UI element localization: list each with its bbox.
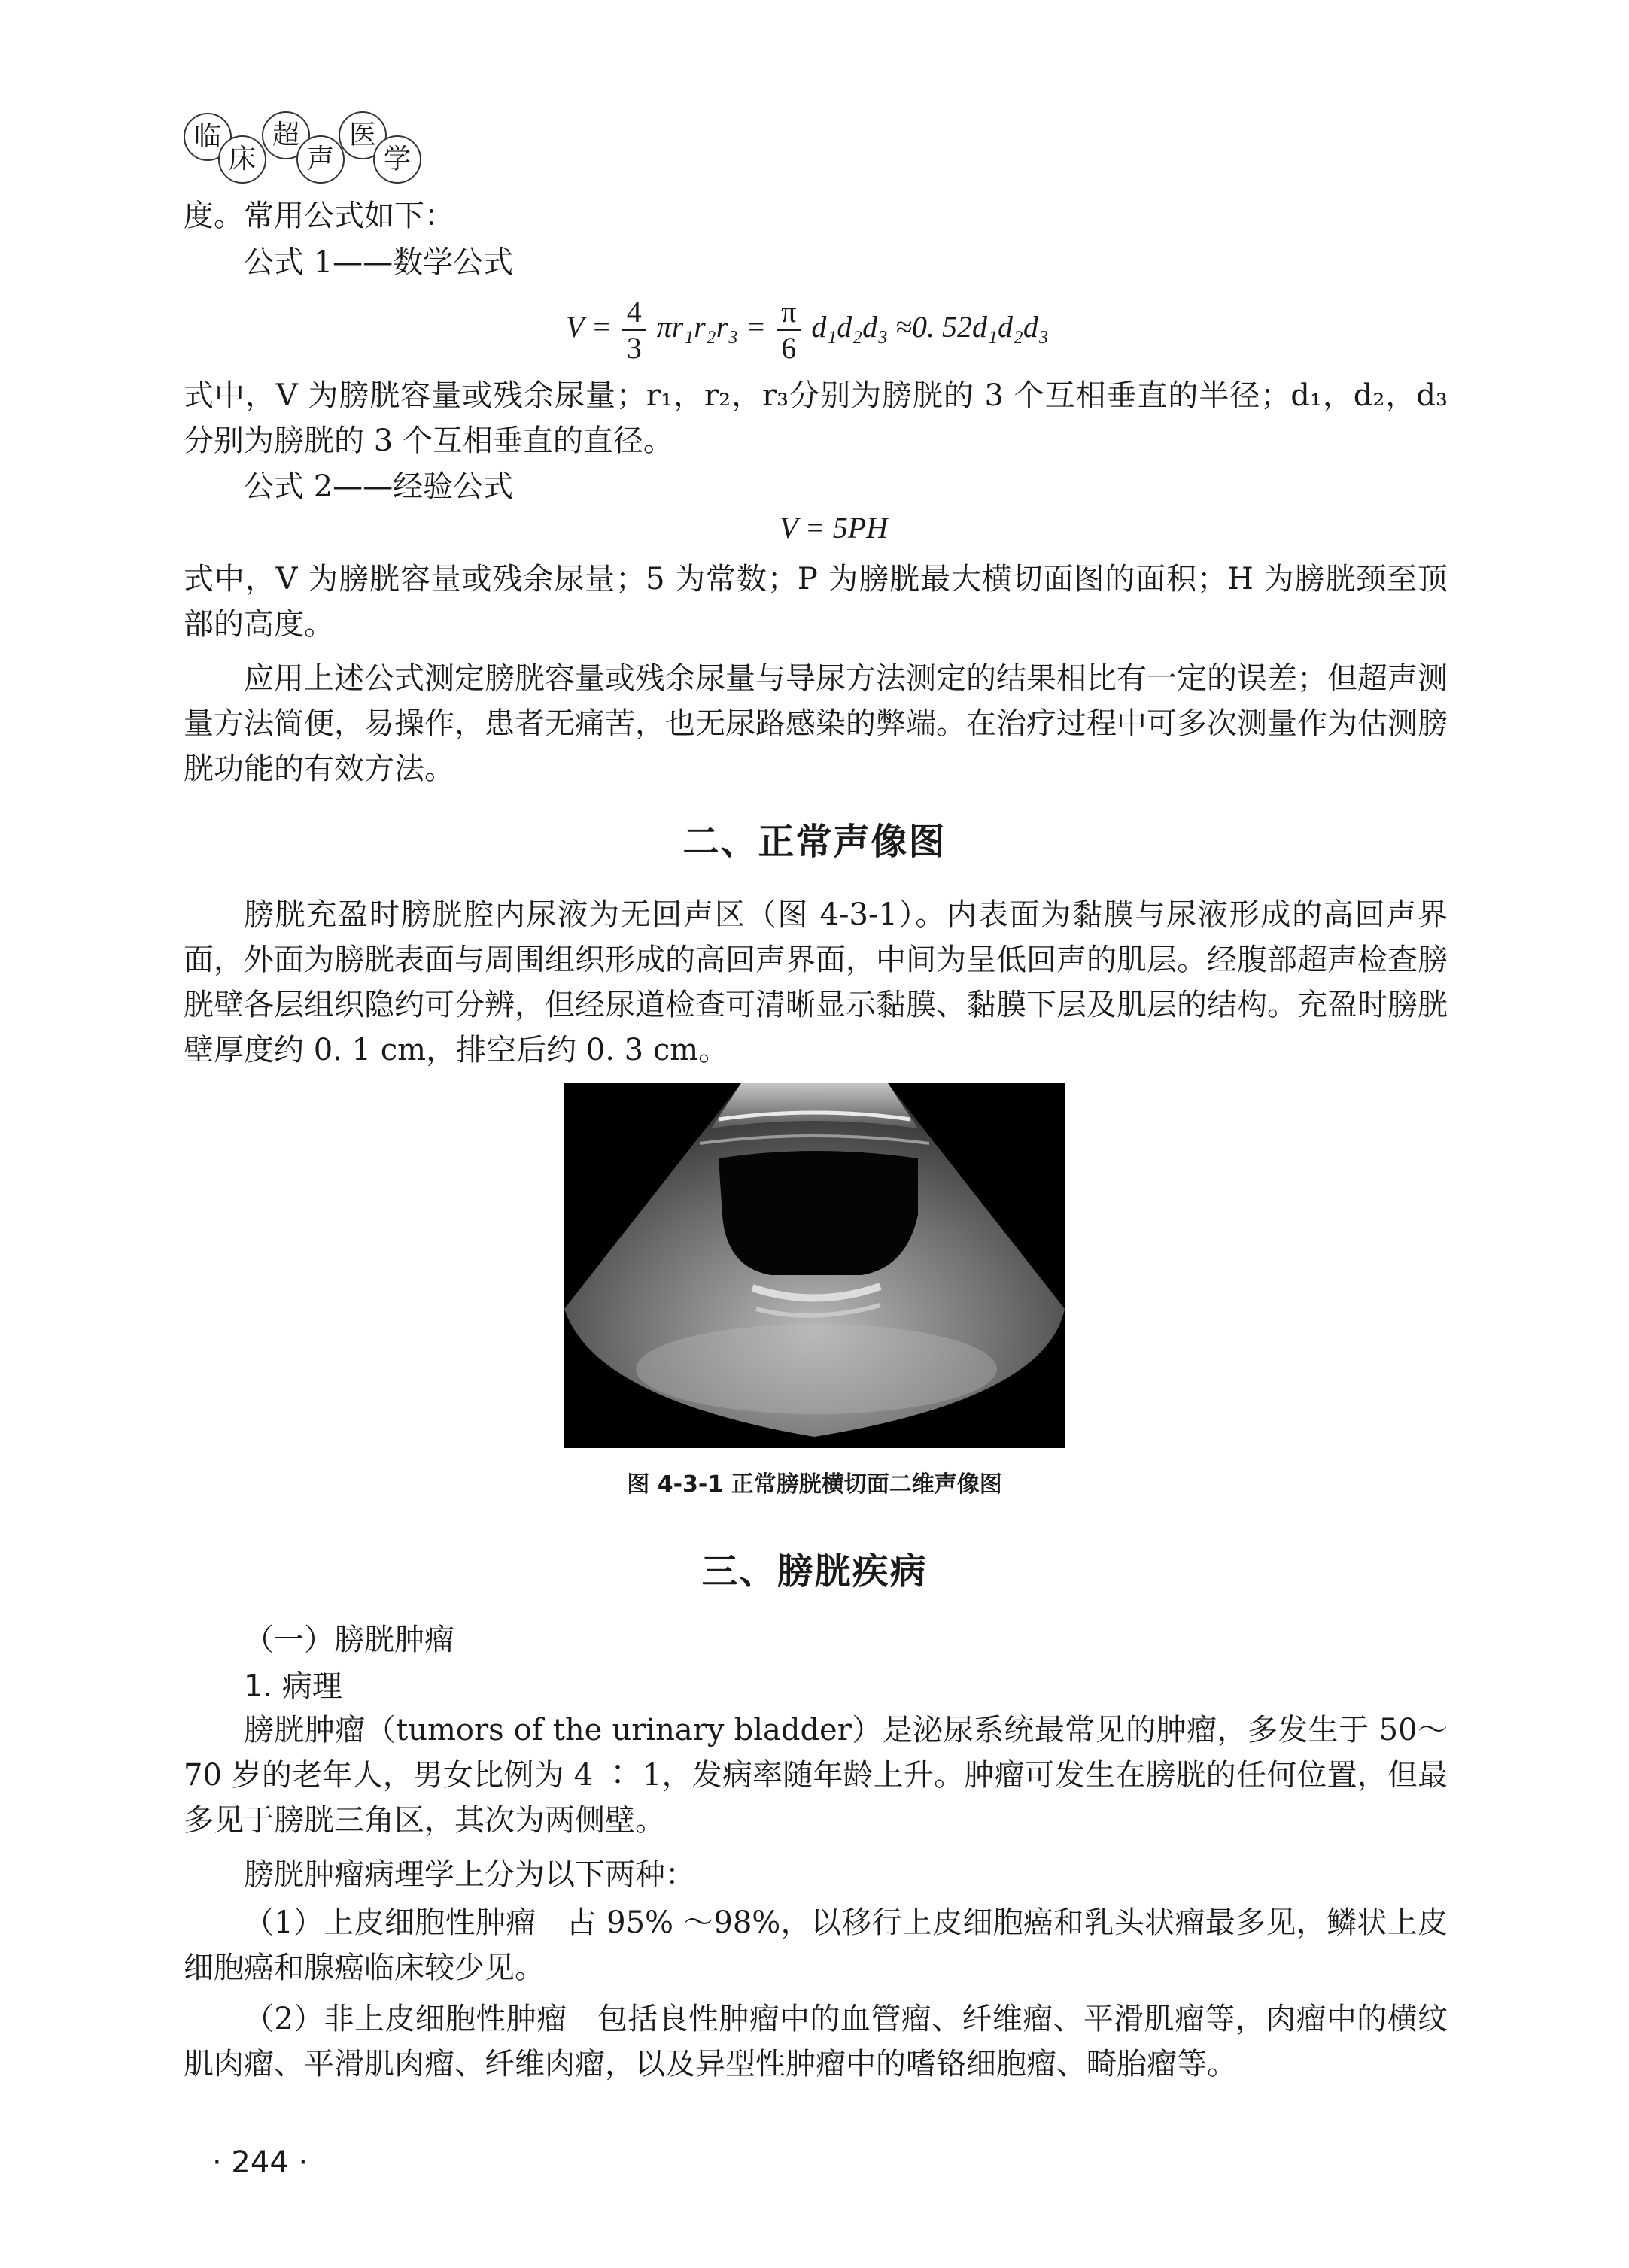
formula-2: V = 5PH: [780, 511, 889, 545]
formula-1: [566, 295, 1049, 366]
list-item-body: 占 95% ～98%，以移行上皮细胞癌和乳头状瘤最多见，鳞状上皮细胞癌和腺癌临床较少见。: [184, 1905, 1448, 1985]
header-char: 临: [184, 113, 232, 161]
section-title: 二、正常声像图: [682, 821, 947, 863]
page-number: · 244 ·: [212, 2145, 308, 2180]
paragraph: 膀胱肿瘤病理学上分为以下两种：: [244, 1857, 695, 1892]
header-char: 医: [339, 111, 387, 159]
subsection-heading: 1. 病理: [244, 1669, 342, 1704]
formula-label: 公式 1——数学公式: [244, 245, 514, 280]
fraction-numerator: 4: [622, 295, 646, 331]
list-item-head: （2）非上皮细胞性肿瘤: [244, 2002, 567, 2036]
formula-1-explanation: 式中，V 为膀胱容量或残余尿量；r₁，r₂，r₃分别为膀胱的 3 个互相垂直的半径；d₁，d₂，d₃分别为膀胱的 3 个互相垂直的直径。: [184, 378, 1448, 458]
running-header: [184, 98, 500, 181]
header-char: 声: [296, 135, 345, 184]
paragraph: 膀胱充盈时膀胱腔内尿液为无回声区（图 4-3-1）。内表面为黏膜与尿液形成的高回声界面，外面为膀胱表面与周围组织形成的高回声界面，中间为呈低回声的肌层。经腹部超声检查膀胱壁各层组织隐约可分辨，但经尿道检查可清晰显示黏膜、黏膜下层及肌层的结构。充盈时膀胱壁厚度约 0. 1 cm，排空后约 0. 3 cm。: [184, 897, 1448, 1067]
formula-2-explanation: 式中，V 为膀胱容量或残余尿量；5 为常数；P 为膀胱最大横切面图的面积；H 为膀胱颈至顶部的高度。: [184, 562, 1448, 642]
paragraph: 应用上述公式测定膀胱容量或残余尿量与导尿方法测定的结果相比有一定的误差；但超声测量方法简便，易操作，患者无痛苦，也无尿路感染的弊端。在治疗过程中可多次测量作为估测膀胱功能的有效方法。: [184, 661, 1448, 786]
fraction: [622, 295, 646, 366]
fraction-denominator: 3: [626, 331, 642, 365]
ultrasound-image: [564, 1083, 1065, 1448]
formula-label: 公式 2——经验公式: [244, 469, 514, 504]
header-char: 床: [218, 135, 266, 184]
formula-rhs: d₁d₂d₃ ≈0. 52d₁d₂d₃: [811, 310, 1049, 345]
formula-middle: πr₁r₂r₃ =: [656, 310, 767, 345]
figure-caption: 图 4-3-1 正常膀胱横切面二维声像图: [627, 1471, 1002, 1498]
fraction-denominator: 6: [781, 331, 797, 365]
paragraph: 膀胱肿瘤（tumors of the urinary bladder）是泌尿系统最常见的肿瘤，多发生于 50～70 岁的老年人，男女比例为 4 ∶ 1，发病率随年龄上升。肿瘤可发生在膀胱的任何位置，但最多见于膀胱三角区，其次为两侧壁。: [184, 1713, 1448, 1838]
list-item-head: （1）上皮细胞性肿瘤: [244, 1905, 536, 1940]
text-line: 度。常用公式如下：: [184, 199, 454, 233]
header-char: 学: [373, 135, 421, 184]
section-title: 三、膀胱疾病: [701, 1550, 928, 1592]
list-item-body: 包括良性肿瘤中的血管瘤、纤维瘤、平滑肌瘤等，肉瘤中的横纹肌肉瘤、平滑肌肉瘤、纤维肉瘤，以及异型性肿瘤中的嗜铬细胞瘤、畸胎瘤等。: [184, 2002, 1448, 2081]
fraction-numerator: π: [777, 295, 801, 331]
subsection-title: （一）膀胱肿瘤: [244, 1623, 454, 1657]
fraction: [777, 295, 801, 366]
list-item: [184, 1996, 1448, 2087]
header-char: 超: [262, 111, 310, 159]
list-item: [184, 1900, 1448, 1990]
formula-lhs: V =: [566, 310, 612, 345]
